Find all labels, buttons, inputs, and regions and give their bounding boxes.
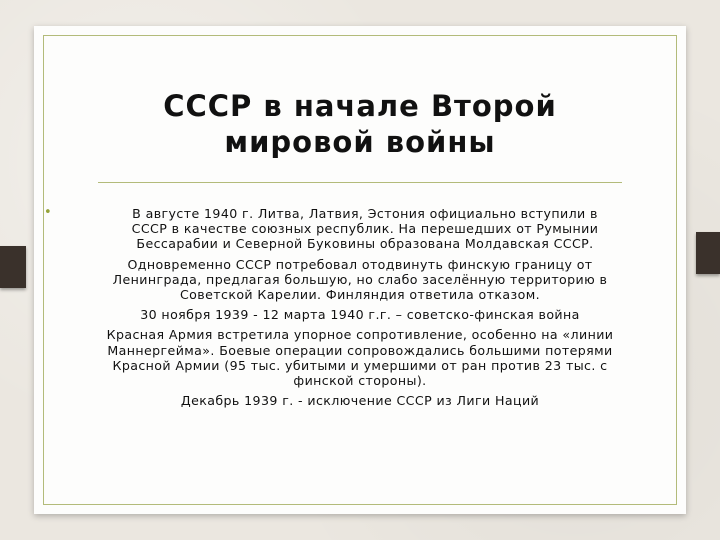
left-decorative-bar: [0, 246, 26, 288]
title-line-2: мировой войны: [224, 125, 496, 159]
right-decorative-bar: [696, 232, 720, 274]
paragraph-red-army: Красная Армия встретила упорное сопротивление, особенно на «линии Маннергейма». Боевые операции сопровождались большими потерями Красной Армии (95 тыс. убитыми и умершими от ран против 23 тыс. с финской стороны).: [106, 327, 614, 389]
bullet-icon: •: [44, 205, 53, 220]
title-divider: [98, 182, 622, 183]
paragraph-war-dates: 30 ноября 1939 - 12 марта 1940 г.г. – советско-финская война: [140, 307, 580, 323]
slide-title: [54, 88, 666, 160]
paragraph-baltic: [44, 205, 616, 252]
paragraph-finland-border: Одновременно СССР потребовал отодвинуть финскую границу от Ленинграда, предлагая большую, но слабо заселённую территорию в Советской Карелии. Финляндия ответила отказом.: [112, 256, 608, 303]
paragraph-league-of-nations: Декабрь 1939 г. - исключение СССР из Лиги Наций: [180, 393, 540, 409]
slide: [34, 26, 686, 514]
slide-body: [44, 205, 616, 413]
title-line-1: СССР в начале Второй: [163, 89, 557, 123]
paragraph-baltic-text: В августе 1940 г. Литва, Латвия, Эстония официально вступили в СССР в качестве союзных республик. На перешедших от Румынии Бессарабии и Северной Буковины образована Молдавская СССР.: [131, 206, 599, 252]
